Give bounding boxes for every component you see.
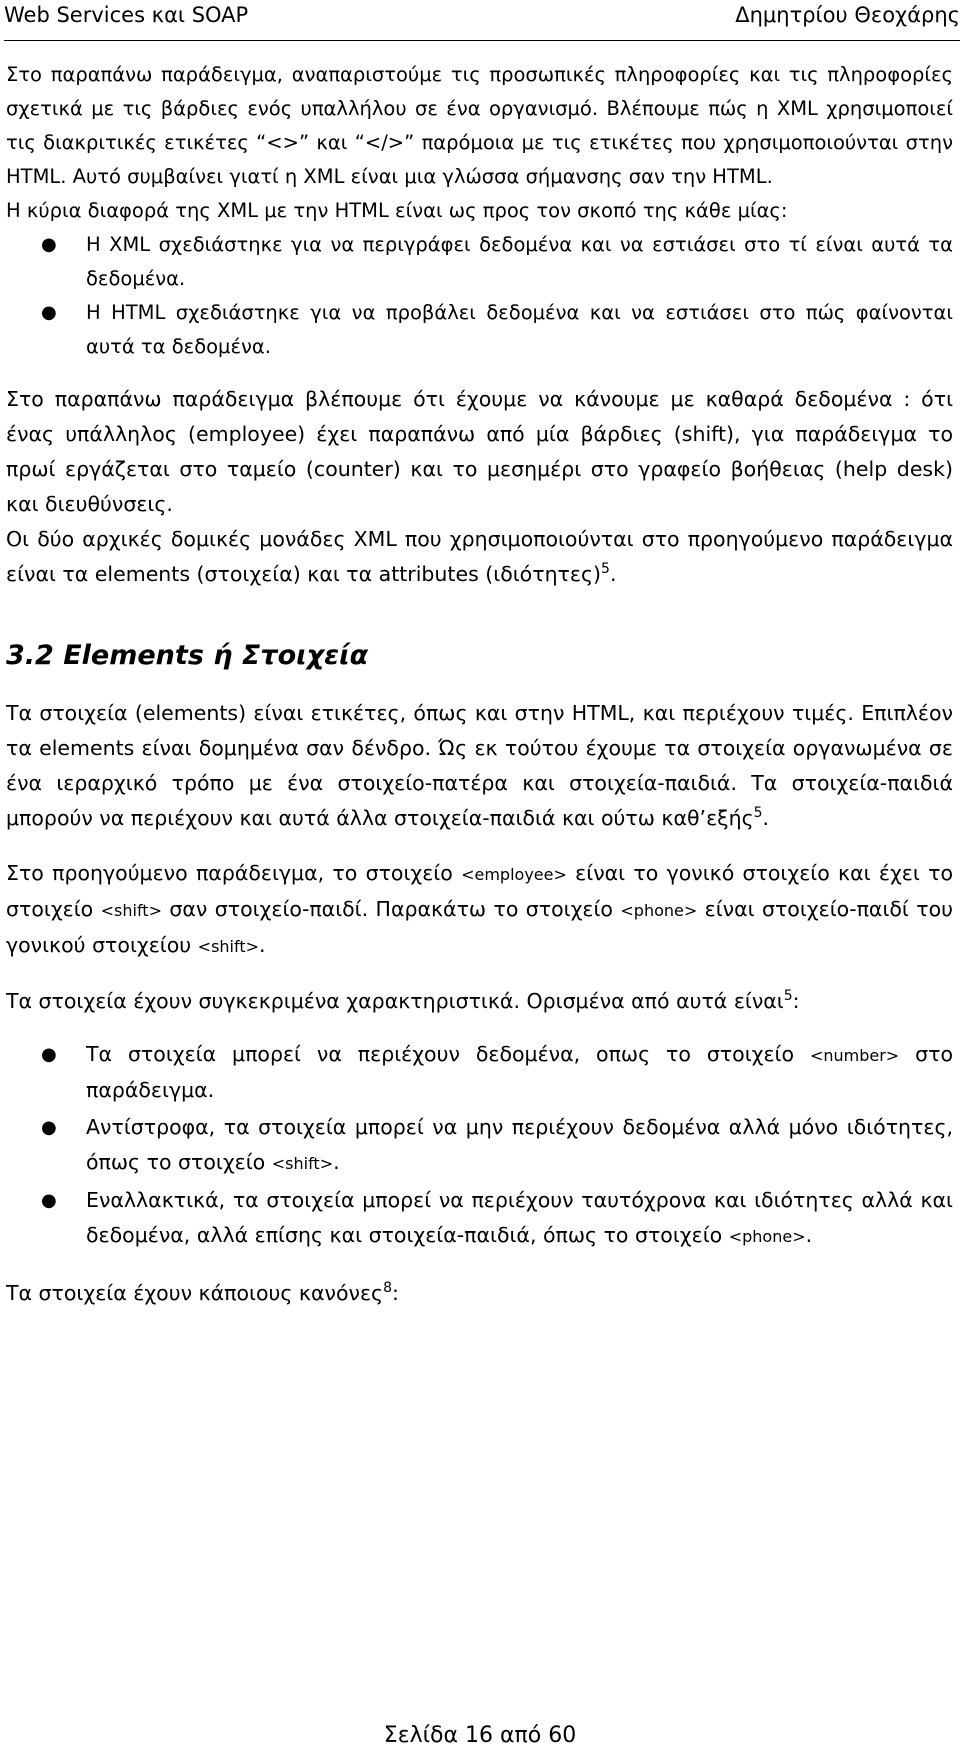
list-item-end: . <box>333 1150 340 1174</box>
page-footer: Σελίδα 16 από 60 <box>383 1723 577 1748</box>
parent-child-paragraph <box>6 856 953 964</box>
page-header <box>4 0 960 41</box>
footnote-ref: 5 <box>601 561 610 578</box>
bullet-icon: ● <box>41 1044 57 1065</box>
text-span: . <box>259 933 266 957</box>
list-item-text: Αντίστροφα, τα στοιχεία μπορεί να μην περιέχουν δεδομένα αλλά μόνο ιδιότητες, όπως το στοιχείο <box>86 1115 953 1174</box>
bullet-icon: ● <box>41 302 57 323</box>
list-item <box>6 1183 953 1254</box>
list-item-end: στο παράδειγμα. <box>86 1042 953 1102</box>
paragraph-text: Τα στοιχεία έχουν κάποιους κανόνες <box>6 1281 384 1305</box>
elements-paragraph <box>6 696 953 836</box>
paragraph-text: Τα στοιχεία (elements) είναι ετικέτες, όπως και στην HTML, και περιέχουν τιμές. Επιπλέον τα elements είναι δομημένα σαν δένδρο. Ώς εκ τούτου έχουμε τα στοιχεία οργανωμένα σε ένα ιεραρχικό τρόπο με ένα στοιχείο-πατέρα και στοιχεία-παιδιά. Τα στοιχεία-παιδιά μπορούν να περιέχουν και αυτά άλλα στοιχεία-παιδιά και ούτω καθ’εξής <box>6 701 953 830</box>
rules-paragraph <box>6 1276 953 1311</box>
section-title: 3.2 Elements ή Στοιχεία <box>6 640 369 671</box>
code-span: <phone> <box>620 901 698 920</box>
intro-paragraph: Στο παραπάνω παράδειγμα, αναπαριστούμε τις προσωπικές πληροφορίες και τις πληροφορίες σχετικά με τις βάρδιες ενός υπαλλήλου σε ένα οργανισμό. Βλέπουμε πώς η XML χρησιμοποιεί τις διακριτικές ετικέτες “<>” και “</>” παρόμοια με τις ετικέτες που χρησιμοποιούνται στην HTML. Αυτό συμβαίνει γιατί η XML είναι μια γλώσσα σήμανσης σαν την HTML. <box>6 63 953 188</box>
list-item-text: Τα στοιχεία μπορεί να περιέχουν δεδομένα, οπως το στοιχείο <box>86 1042 810 1066</box>
code-span: <shift> <box>271 1154 334 1173</box>
bullet-icon: ● <box>41 234 57 255</box>
paragraph-text: Τα στοιχεία έχουν συγκεκριμένα χαρακτηριστικά. Ορισμένα από αυτά είναι <box>6 989 784 1013</box>
characteristics-bullet-list <box>6 1037 953 1254</box>
footnote-ref: 5 <box>783 988 793 1005</box>
text-span: είναι στοιχείο-παιδί του γονικού στοιχείου <box>6 897 953 957</box>
code-span: <number> <box>809 1046 900 1065</box>
intro-difference-paragraph: Η κύρια διαφορά της XML με την HTML είναι ως προς τον σκοπό της κάθε μίας: <box>6 199 788 222</box>
list-item <box>6 228 953 296</box>
paragraph-end: : <box>392 1281 399 1305</box>
xml-html-bullet-list <box>6 228 953 364</box>
paragraph-end: . <box>762 806 770 830</box>
paragraph-end: : <box>792 989 800 1013</box>
list-item-text: Η HTML σχεδιάστηκε για να προβάλει δεδομένα και να εστιάσει στο πώς φαίνονται αυτά τα δεδομένα. <box>86 301 953 358</box>
text-span: είναι το γονικό στοιχείο και έχει το στοιχείο <box>6 861 953 921</box>
list-item-end: . <box>805 1223 813 1247</box>
bullet-icon: ● <box>41 1190 57 1211</box>
header-author: Δημητρίου Θεοχάρης <box>735 3 960 27</box>
bullet-icon: ● <box>41 1117 57 1138</box>
header-title: Web Services και SOAP <box>4 3 249 27</box>
text-span: σαν στοιχείο-παιδί. Παρακάτω το στοιχείο <box>161 897 621 921</box>
list-item-text: Εναλλακτικά, τα στοιχεία μπορεί να περιέχουν ταυτόχρονα και ιδιότητες αλλά και δεδομένα, αλλά επίσης και στοιχεία-παιδιά, όπως το στοιχείο <box>86 1188 953 1247</box>
text-span: Στο προηγούμενο παράδειγμα, το στοιχείο <box>6 861 462 885</box>
code-span: <shift> <box>100 901 162 920</box>
building-blocks-paragraph <box>6 522 953 592</box>
list-item <box>6 1037 953 1108</box>
characteristics-paragraph <box>6 984 953 1019</box>
example-paragraph: Στο παραπάνω παράδειγμα βλέπουμε ότι έχουμε να κάνουμε με καθαρά δεδομένα : ότι ένας υπάλληλος (employee) έχει παραπάνω από μία βάρδιες (shift), για παράδειγμα το πρωί εργάζεται στο ταμείο (counter) και το μεσημέρι στο γραφείο βοήθειας (help desk) και διευθύνσεις. <box>6 387 953 516</box>
code-span: <phone> <box>728 1227 806 1246</box>
paragraph-end: . <box>609 562 617 586</box>
code-span: <employee> <box>461 865 567 884</box>
page-content <box>6 58 953 1311</box>
list-item-text: Η XML σχεδιάστηκε για να περιγράφει δεδομένα και να εστιάσει στο τί είναι αυτά τα δεδομένα. <box>86 233 953 290</box>
list-item <box>6 1110 953 1181</box>
code-span: <shift> <box>197 937 260 956</box>
footnote-ref: 5 <box>753 805 763 822</box>
list-item <box>6 296 953 364</box>
paragraph-text: Οι δύο αρχικές δομικές μονάδες XML που χρησιμοποιούνται στο προηγούμενο παράδειγμα είναι τα elements (στοιχεία) και τα attributes (ιδιότητες) <box>6 527 953 586</box>
footnote-ref: 8 <box>383 1280 392 1297</box>
